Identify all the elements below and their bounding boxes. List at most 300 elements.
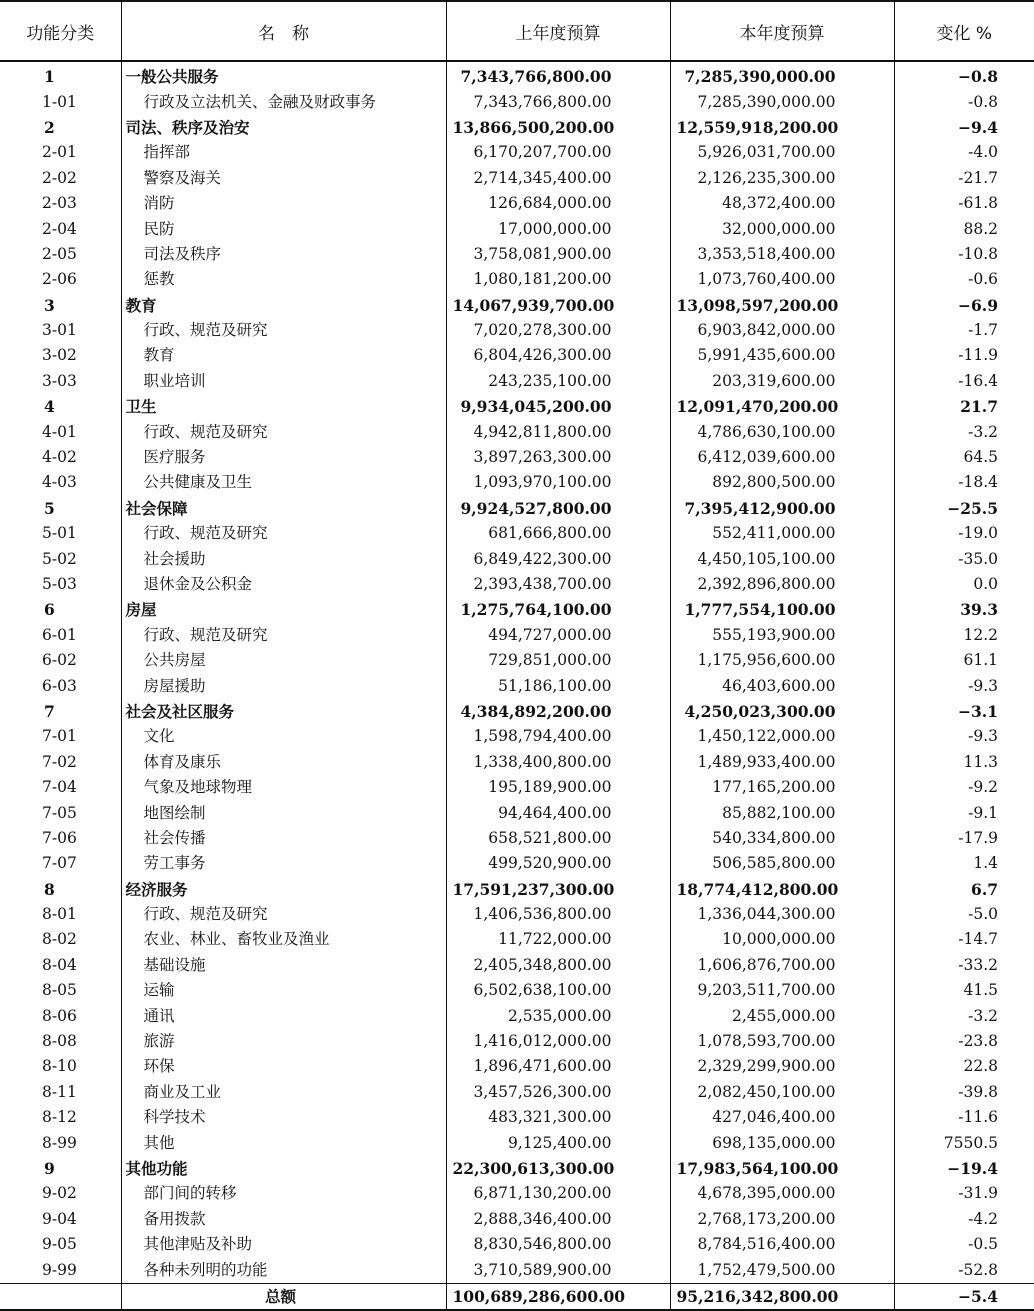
row-code: 8-01 <box>42 905 77 924</box>
row-curr-budget: 540,334,800.00 <box>670 826 894 851</box>
row-change: 88.2 <box>894 216 1034 241</box>
row-prev-budget: 1,406,536,800.00 <box>446 902 670 927</box>
row-change: -16.4 <box>894 369 1034 394</box>
table-row <box>0 1105 1034 1130</box>
total-curr-budget: 95,216,342,800.00 <box>670 1283 894 1310</box>
table-row <box>0 826 1034 851</box>
row-prev-budget: 94,464,400.00 <box>446 800 670 825</box>
row-change: 21.7 <box>894 394 1034 419</box>
row-prev-budget: 17,591,237,300.00 <box>446 877 670 902</box>
row-curr-budget: 4,450,105,100.00 <box>670 546 894 571</box>
row-prev-budget: 1,598,794,400.00 <box>446 724 670 749</box>
row-name: 通讯 <box>121 1003 446 1028</box>
row-name: 警察及海关 <box>121 166 446 191</box>
table-row <box>0 191 1034 216</box>
row-curr-budget: 552,411,000.00 <box>670 521 894 546</box>
row-curr-budget: 203,319,600.00 <box>670 369 894 394</box>
row-curr-budget: 2,126,235,300.00 <box>670 166 894 191</box>
table-row <box>0 1080 1034 1105</box>
row-prev-budget: 7,343,766,800.00 <box>446 61 670 89</box>
table-row <box>0 648 1034 673</box>
row-curr-budget: 1,606,876,700.00 <box>670 953 894 978</box>
row-change: -4.0 <box>894 140 1034 165</box>
row-code: 2-03 <box>42 194 77 213</box>
table-row <box>0 419 1034 444</box>
row-name: 教育 <box>121 343 446 368</box>
row-name: 指挥部 <box>121 140 446 165</box>
row-prev-budget: 1,080,181,200.00 <box>446 267 670 292</box>
row-prev-budget: 6,849,422,300.00 <box>446 546 670 571</box>
row-name: 备用拨款 <box>121 1207 446 1232</box>
row-name: 商业及工业 <box>121 1080 446 1105</box>
row-change: -11.9 <box>894 343 1034 368</box>
row-code: 7-07 <box>42 854 77 873</box>
row-code: 5-03 <box>42 575 77 593</box>
category-row <box>0 496 1034 521</box>
row-change: -3.2 <box>894 1003 1034 1028</box>
total-prev-budget: 100,689,286,600.00 <box>446 1283 670 1310</box>
row-change: −0.8 <box>894 61 1034 89</box>
row-name: 环保 <box>121 1054 446 1079</box>
row-change: -39.8 <box>894 1080 1034 1105</box>
row-name: 经济服务 <box>121 877 446 902</box>
header-prev-budget: 上年度预算 <box>446 1 670 61</box>
row-change: -19.0 <box>894 521 1034 546</box>
row-curr-budget: 2,329,299,900.00 <box>670 1054 894 1079</box>
row-change: 12.2 <box>894 623 1034 648</box>
row-code: 3-02 <box>42 346 77 365</box>
total-row <box>0 1283 1034 1310</box>
row-change: 6.7 <box>894 877 1034 902</box>
row-name: 一般公共服务 <box>121 61 446 89</box>
row-name: 民防 <box>121 216 446 241</box>
table-row <box>0 851 1034 876</box>
row-code: 9-04 <box>42 1209 77 1228</box>
row-prev-budget: 2,535,000.00 <box>446 1003 670 1028</box>
row-code: 7-06 <box>42 828 77 847</box>
row-name: 社会传播 <box>121 826 446 851</box>
row-curr-budget: 427,046,400.00 <box>670 1105 894 1130</box>
row-code: 7-01 <box>42 727 77 746</box>
row-change: -1.7 <box>894 318 1034 343</box>
row-name: 行政、规范及研究 <box>121 318 446 343</box>
row-change: -5.0 <box>894 902 1034 927</box>
row-code: 9-99 <box>42 1260 77 1279</box>
row-prev-budget: 3,758,081,900.00 <box>446 242 670 267</box>
row-name: 司法、秩序及治安 <box>121 115 446 140</box>
row-change: −6.9 <box>894 293 1034 318</box>
row-name: 卫生 <box>121 394 446 419</box>
row-curr-budget: 6,903,842,000.00 <box>670 318 894 343</box>
row-change: −3.1 <box>894 699 1034 724</box>
table-row <box>0 1232 1034 1257</box>
row-change: 11.3 <box>894 750 1034 775</box>
header-row <box>0 1 1034 61</box>
row-change: -23.8 <box>894 1029 1034 1054</box>
table-row <box>0 343 1034 368</box>
row-name: 教育 <box>121 293 446 318</box>
row-prev-budget: 1,275,764,100.00 <box>446 597 670 622</box>
category-row <box>0 877 1034 902</box>
row-change: -10.8 <box>894 242 1034 267</box>
row-name: 社会保障 <box>121 496 446 521</box>
row-name: 行政、规范及研究 <box>121 419 446 444</box>
table-row <box>0 953 1034 978</box>
row-change: 39.3 <box>894 597 1034 622</box>
row-curr-budget: 10,000,000.00 <box>670 927 894 952</box>
row-prev-budget: 9,125,400.00 <box>446 1130 670 1155</box>
row-name: 劳工事务 <box>121 851 446 876</box>
row-prev-budget: 9,934,045,200.00 <box>446 394 670 419</box>
row-curr-budget: 7,395,412,900.00 <box>670 496 894 521</box>
row-name: 社会援助 <box>121 546 446 571</box>
row-prev-budget: 658,521,800.00 <box>446 826 670 851</box>
table-row <box>0 724 1034 749</box>
row-curr-budget: 2,455,000.00 <box>670 1003 894 1028</box>
row-name: 行政、规范及研究 <box>121 623 446 648</box>
row-code: 8-99 <box>42 1133 77 1152</box>
table-row <box>0 800 1034 825</box>
row-code: 8-05 <box>42 981 77 1000</box>
row-prev-budget: 195,189,900.00 <box>446 775 670 800</box>
row-prev-budget: 729,851,000.00 <box>446 648 670 673</box>
row-curr-budget: 698,135,000.00 <box>670 1130 894 1155</box>
row-prev-budget: 3,457,526,300.00 <box>446 1080 670 1105</box>
row-change: -0.5 <box>894 1232 1034 1257</box>
row-code: 2-05 <box>42 244 77 263</box>
table-row <box>0 673 1034 698</box>
row-code: 3 <box>44 295 55 315</box>
row-curr-budget: 32,000,000.00 <box>670 216 894 241</box>
row-curr-budget: 5,991,435,600.00 <box>670 343 894 368</box>
row-prev-budget: 681,666,800.00 <box>446 521 670 546</box>
row-curr-budget: 1,073,760,400.00 <box>670 267 894 292</box>
row-curr-budget: 46,403,600.00 <box>670 673 894 698</box>
row-name: 公共健康及卫生 <box>121 470 446 495</box>
row-code: 4 <box>44 397 55 417</box>
header-code: 功能分类 <box>0 1 121 61</box>
row-code: 2-01 <box>42 143 77 162</box>
row-code: 8-10 <box>42 1057 77 1076</box>
row-prev-budget: 6,804,426,300.00 <box>446 343 670 368</box>
row-change: -21.7 <box>894 166 1034 191</box>
row-name: 其他 <box>121 1130 446 1155</box>
row-name: 体育及康乐 <box>121 750 446 775</box>
category-row <box>0 699 1034 724</box>
row-change: 41.5 <box>894 978 1034 1003</box>
row-change: 7550.5 <box>894 1130 1034 1155</box>
row-prev-budget: 1,416,012,000.00 <box>446 1029 670 1054</box>
row-name: 运输 <box>121 978 446 1003</box>
row-change: -18.4 <box>894 470 1034 495</box>
row-code: 5-02 <box>42 549 77 568</box>
row-change: -61.8 <box>894 191 1034 216</box>
row-name: 旅游 <box>121 1029 446 1054</box>
table-row <box>0 927 1034 952</box>
row-code: 7 <box>44 701 55 721</box>
row-curr-budget: 177,165,200.00 <box>670 775 894 800</box>
row-code: 2-04 <box>42 219 77 238</box>
row-code: 1 <box>44 67 55 87</box>
row-prev-budget: 483,321,300.00 <box>446 1105 670 1130</box>
row-code: 2-06 <box>42 270 77 289</box>
row-prev-budget: 22,300,613,300.00 <box>446 1156 670 1181</box>
row-code: 2 <box>44 117 55 137</box>
row-code: 5-01 <box>42 524 77 543</box>
table-row <box>0 369 1034 394</box>
row-name: 消防 <box>121 191 446 216</box>
header-curr-budget: 本年度预算 <box>670 1 894 61</box>
row-curr-budget: 48,372,400.00 <box>670 191 894 216</box>
row-change: -52.8 <box>894 1257 1034 1283</box>
row-code: 3-03 <box>42 371 77 390</box>
table-row <box>0 623 1034 648</box>
row-change: 61.1 <box>894 648 1034 673</box>
row-prev-budget: 499,520,900.00 <box>446 851 670 876</box>
row-name: 基础设施 <box>121 953 446 978</box>
row-change: -9.1 <box>894 800 1034 825</box>
total-code <box>0 1283 121 1310</box>
row-curr-budget: 555,193,900.00 <box>670 623 894 648</box>
table-row <box>0 1181 1034 1206</box>
row-change: -33.2 <box>894 953 1034 978</box>
table-row <box>0 267 1034 292</box>
row-code: 6-03 <box>42 676 77 695</box>
row-prev-budget: 1,093,970,100.00 <box>446 470 670 495</box>
row-prev-budget: 7,343,766,800.00 <box>446 89 670 114</box>
row-code: 8-02 <box>42 930 77 949</box>
category-row <box>0 293 1034 318</box>
row-curr-budget: 1,336,044,300.00 <box>670 902 894 927</box>
category-row <box>0 597 1034 622</box>
row-curr-budget: 1,450,122,000.00 <box>670 724 894 749</box>
row-curr-budget: 1,489,933,400.00 <box>670 750 894 775</box>
row-change: -14.7 <box>894 927 1034 952</box>
row-code: 4-03 <box>42 473 77 492</box>
row-curr-budget: 17,983,564,100.00 <box>670 1156 894 1181</box>
row-curr-budget: 4,786,630,100.00 <box>670 419 894 444</box>
table-row <box>0 902 1034 927</box>
table-row <box>0 140 1034 165</box>
table-body <box>0 61 1034 1310</box>
row-prev-budget: 2,405,348,800.00 <box>446 953 670 978</box>
row-prev-budget: 7,020,278,300.00 <box>446 318 670 343</box>
table-row <box>0 1257 1034 1283</box>
table-header <box>0 1 1034 61</box>
row-change: 0.0 <box>894 572 1034 597</box>
row-curr-budget: 5,926,031,700.00 <box>670 140 894 165</box>
row-name: 科学技术 <box>121 1105 446 1130</box>
table-row <box>0 572 1034 597</box>
category-row <box>0 61 1034 89</box>
row-name: 行政及立法机关、金融及财政事务 <box>121 89 446 114</box>
row-code: 9 <box>44 1158 55 1178</box>
row-curr-budget: 6,412,039,600.00 <box>670 445 894 470</box>
row-prev-budget: 2,888,346,400.00 <box>446 1207 670 1232</box>
row-code: 6-01 <box>42 625 77 644</box>
row-code: 6 <box>44 600 55 620</box>
row-curr-budget: 4,250,023,300.00 <box>670 699 894 724</box>
row-code: 8 <box>44 879 55 899</box>
row-code: 7-05 <box>42 803 77 822</box>
row-code: 8-08 <box>42 1032 77 1051</box>
table-row <box>0 89 1034 114</box>
row-curr-budget: 2,768,173,200.00 <box>670 1207 894 1232</box>
category-row <box>0 1156 1034 1181</box>
row-name: 医疗服务 <box>121 445 446 470</box>
row-name: 气象及地球物理 <box>121 775 446 800</box>
row-curr-budget: 12,559,918,200.00 <box>670 115 894 140</box>
row-code: 6-02 <box>42 651 77 670</box>
row-change: -35.0 <box>894 546 1034 571</box>
row-change: -4.2 <box>894 1207 1034 1232</box>
row-change: -11.6 <box>894 1105 1034 1130</box>
row-name: 农业、林业、畜牧业及渔业 <box>121 927 446 952</box>
row-curr-budget: 1,175,956,600.00 <box>670 648 894 673</box>
table-row <box>0 166 1034 191</box>
row-curr-budget: 506,585,800.00 <box>670 851 894 876</box>
row-curr-budget: 2,392,896,800.00 <box>670 572 894 597</box>
row-name: 地图绘制 <box>121 800 446 825</box>
header-change: 变化 % <box>894 1 1034 61</box>
row-prev-budget: 9,924,527,800.00 <box>446 496 670 521</box>
table-row <box>0 1130 1034 1155</box>
row-name: 各种未列明的功能 <box>121 1257 446 1283</box>
row-prev-budget: 6,871,130,200.00 <box>446 1181 670 1206</box>
row-name: 其他津贴及补助 <box>121 1232 446 1257</box>
row-name: 职业培训 <box>121 369 446 394</box>
row-code: 1-01 <box>42 92 77 111</box>
row-curr-budget: 7,285,390,000.00 <box>670 89 894 114</box>
row-prev-budget: 1,896,471,600.00 <box>446 1054 670 1079</box>
row-change: -9.3 <box>894 724 1034 749</box>
table-row <box>0 318 1034 343</box>
row-prev-budget: 243,235,100.00 <box>446 369 670 394</box>
header-name: 名 称 <box>121 1 446 61</box>
row-name: 惩教 <box>121 267 446 292</box>
row-prev-budget: 494,727,000.00 <box>446 623 670 648</box>
table-row <box>0 216 1034 241</box>
row-name: 房屋 <box>121 597 446 622</box>
row-name: 社会及社区服务 <box>121 699 446 724</box>
table-row <box>0 978 1034 1003</box>
row-curr-budget: 2,082,450,100.00 <box>670 1080 894 1105</box>
row-change: -31.9 <box>894 1181 1034 1206</box>
row-code: 8-04 <box>42 955 77 974</box>
row-code: 3-01 <box>42 321 77 340</box>
row-prev-budget: 17,000,000.00 <box>446 216 670 241</box>
row-curr-budget: 9,203,511,700.00 <box>670 978 894 1003</box>
row-name: 行政、规范及研究 <box>121 521 446 546</box>
row-curr-budget: 7,285,390,000.00 <box>670 61 894 89</box>
row-name: 房屋援助 <box>121 673 446 698</box>
row-prev-budget: 126,684,000.00 <box>446 191 670 216</box>
category-row <box>0 394 1034 419</box>
row-curr-budget: 85,882,100.00 <box>670 800 894 825</box>
row-curr-budget: 1,777,554,100.00 <box>670 597 894 622</box>
row-change: -0.6 <box>894 267 1034 292</box>
row-code: 7-02 <box>42 752 77 771</box>
row-prev-budget: 2,393,438,700.00 <box>446 572 670 597</box>
table-row <box>0 750 1034 775</box>
row-curr-budget: 1,752,479,500.00 <box>670 1257 894 1283</box>
row-name: 公共房屋 <box>121 648 446 673</box>
row-code: 7-04 <box>42 778 77 797</box>
row-curr-budget: 18,774,412,800.00 <box>670 877 894 902</box>
row-code: 2-02 <box>42 168 77 187</box>
row-prev-budget: 4,384,892,200.00 <box>446 699 670 724</box>
row-code: 5 <box>44 498 55 518</box>
row-curr-budget: 12,091,470,200.00 <box>670 394 894 419</box>
row-curr-budget: 3,353,518,400.00 <box>670 242 894 267</box>
row-prev-budget: 3,710,589,900.00 <box>446 1257 670 1283</box>
row-change: −9.4 <box>894 115 1034 140</box>
row-code: 4-01 <box>42 422 77 441</box>
table-row <box>0 1054 1034 1079</box>
table-row <box>0 470 1034 495</box>
row-change: −25.5 <box>894 496 1034 521</box>
row-prev-budget: 4,942,811,800.00 <box>446 419 670 444</box>
row-name: 部门间的转移 <box>121 1181 446 1206</box>
row-code: 9-02 <box>42 1184 77 1203</box>
row-curr-budget: 4,678,395,000.00 <box>670 1181 894 1206</box>
row-code: 4-02 <box>42 448 77 467</box>
row-change: −19.4 <box>894 1156 1034 1181</box>
table-row <box>0 521 1034 546</box>
row-prev-budget: 14,067,939,700.00 <box>446 293 670 318</box>
row-change: -17.9 <box>894 826 1034 851</box>
row-prev-budget: 51,186,100.00 <box>446 673 670 698</box>
row-change: 1.4 <box>894 851 1034 876</box>
total-change: −5.4 <box>894 1283 1034 1310</box>
table-row <box>0 775 1034 800</box>
row-change: -3.2 <box>894 419 1034 444</box>
table-row <box>0 546 1034 571</box>
table-row <box>0 1029 1034 1054</box>
row-prev-budget: 8,830,546,800.00 <box>446 1232 670 1257</box>
row-prev-budget: 2,714,345,400.00 <box>446 166 670 191</box>
row-change: -9.3 <box>894 673 1034 698</box>
row-curr-budget: 1,078,593,700.00 <box>670 1029 894 1054</box>
row-prev-budget: 6,502,638,100.00 <box>446 978 670 1003</box>
row-name: 司法及秩序 <box>121 242 446 267</box>
table-row <box>0 445 1034 470</box>
row-change: 64.5 <box>894 445 1034 470</box>
row-code: 8-11 <box>42 1082 77 1101</box>
row-change: -0.8 <box>894 89 1034 114</box>
row-code: 9-05 <box>42 1235 77 1254</box>
total-label: 总额 <box>121 1283 446 1310</box>
row-change: 22.8 <box>894 1054 1034 1079</box>
row-prev-budget: 11,722,000.00 <box>446 927 670 952</box>
row-prev-budget: 3,897,263,300.00 <box>446 445 670 470</box>
row-curr-budget: 892,800,500.00 <box>670 470 894 495</box>
row-name: 行政、规范及研究 <box>121 902 446 927</box>
row-name: 其他功能 <box>121 1156 446 1181</box>
row-code: 8-12 <box>42 1108 77 1127</box>
category-row <box>0 115 1034 140</box>
row-prev-budget: 1,338,400,800.00 <box>446 750 670 775</box>
row-name: 退休金及公积金 <box>121 572 446 597</box>
row-curr-budget: 13,098,597,200.00 <box>670 293 894 318</box>
table-row <box>0 1003 1034 1028</box>
table-row <box>0 1207 1034 1232</box>
row-prev-budget: 13,866,500,200.00 <box>446 115 670 140</box>
table-row <box>0 242 1034 267</box>
row-code: 8-06 <box>42 1006 77 1025</box>
row-curr-budget: 8,784,516,400.00 <box>670 1232 894 1257</box>
row-prev-budget: 6,170,207,700.00 <box>446 140 670 165</box>
